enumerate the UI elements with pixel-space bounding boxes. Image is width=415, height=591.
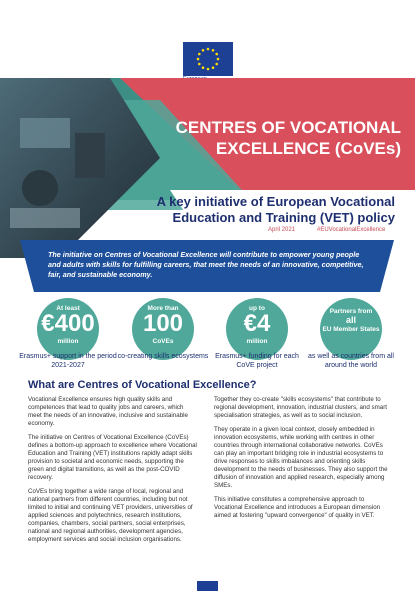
page-title-line1: CENTRES OF VOCATIONAL: [175, 118, 401, 137]
stat-circle-coves: [132, 298, 194, 360]
stat-bottom: EU Member States: [322, 326, 380, 333]
stat-top: Partners from: [329, 308, 373, 315]
stat-value: 100: [142, 310, 184, 337]
footer-tab: [197, 581, 218, 591]
publication-date: April 2021: [268, 227, 296, 233]
stat-value: €4: [243, 310, 271, 337]
left-column: [28, 396, 198, 550]
stat-circle-budget: [37, 298, 99, 360]
stat-top: up to: [249, 305, 265, 312]
stat-top: At least: [56, 305, 80, 312]
stat-bottom: million: [246, 338, 268, 345]
right-column: [214, 396, 388, 526]
stat-caption-funding: Erasmus+ funding for each CoVE project: [215, 353, 299, 369]
stat-value: €400: [41, 310, 95, 337]
stat-caption-partners: as well as countries from all around the world: [308, 353, 394, 369]
paragraph: They operate in a given local context, closely embedded in innovation ecosystems, while working with centres in other countries through international collaborative networks. CoVEs can play an important bridging role in industrial ecosystems to drive responses to skills imbalances and orienting skills development to the needs of businesses. They also support the diffusion of innovation and applied research, especially among SMEs.: [214, 426, 388, 489]
section-title: What are Centres of Vocational Excellence?: [28, 379, 257, 391]
workshop-photo: [0, 78, 160, 258]
stat-bottom: million: [57, 338, 79, 345]
stat-top: More than: [147, 305, 179, 312]
stat-circle-partners: [320, 298, 382, 360]
stat-circle-funding: [226, 298, 288, 360]
stat-caption-coves: co-creating skills ecosystems: [117, 353, 209, 360]
stat-caption-budget: Erasmus+ support in the period 2021-2027: [19, 353, 117, 369]
paragraph: This initiative constitutes a comprehensive approach to Vocational Excellence and introduces a European dimension aimed at fostering "upward convergence" of quality in VET.: [214, 496, 381, 519]
subtitle-line2: Education and Training (VET) policy: [172, 210, 395, 225]
stat-bottom: CoVEs: [152, 338, 174, 345]
intro-text: The initiative on Centres of Vocational Excellence will contribute to empower young people and adults with skills for fulfilling careers, that meet the needs of an innovative, competitive, fair, and sustainable economy.: [48, 250, 364, 279]
subtitle-line1: A key initiative of European Vocational: [156, 194, 395, 209]
paragraph: CoVEs bring together a wide range of local, regional and national partners from different countries, including but not limited to initial and continuing VET providers, universities of applied sciences and polytechnics, research institutions, companies, chambers, social partners, social enterprises, national and regional authorities, development agencies, employment services and social inclusion organisations.: [28, 488, 193, 543]
page-title-line2: EXCELLENCE (CoVEs): [215, 139, 401, 158]
paragraph: Vocational Excellence ensures high quality skills and competences that lead to quality jobs and careers, which meet the needs of an innovative, inclusive and sustainable economy.: [28, 396, 188, 427]
paragraph: The initiative on Centres of Vocational Excellence (CoVEs) defines a bottom-up approach to excellence where Vocational Education and Training (VET) institutions rapidly adapt skills provision to societal and economic needs, supporting the green and digital transitions, as well as the post-COVID recovery.: [28, 434, 197, 481]
stat-value: all: [345, 315, 356, 325]
paragraph: Together they co-create "skills ecosystems" that contribute to regional development, innovation, industrial clusters, and smart specialisation strategies, as well as to social inclusion.: [214, 396, 387, 419]
hashtag-link[interactable]: #EUVocationalExcellence: [317, 227, 386, 233]
